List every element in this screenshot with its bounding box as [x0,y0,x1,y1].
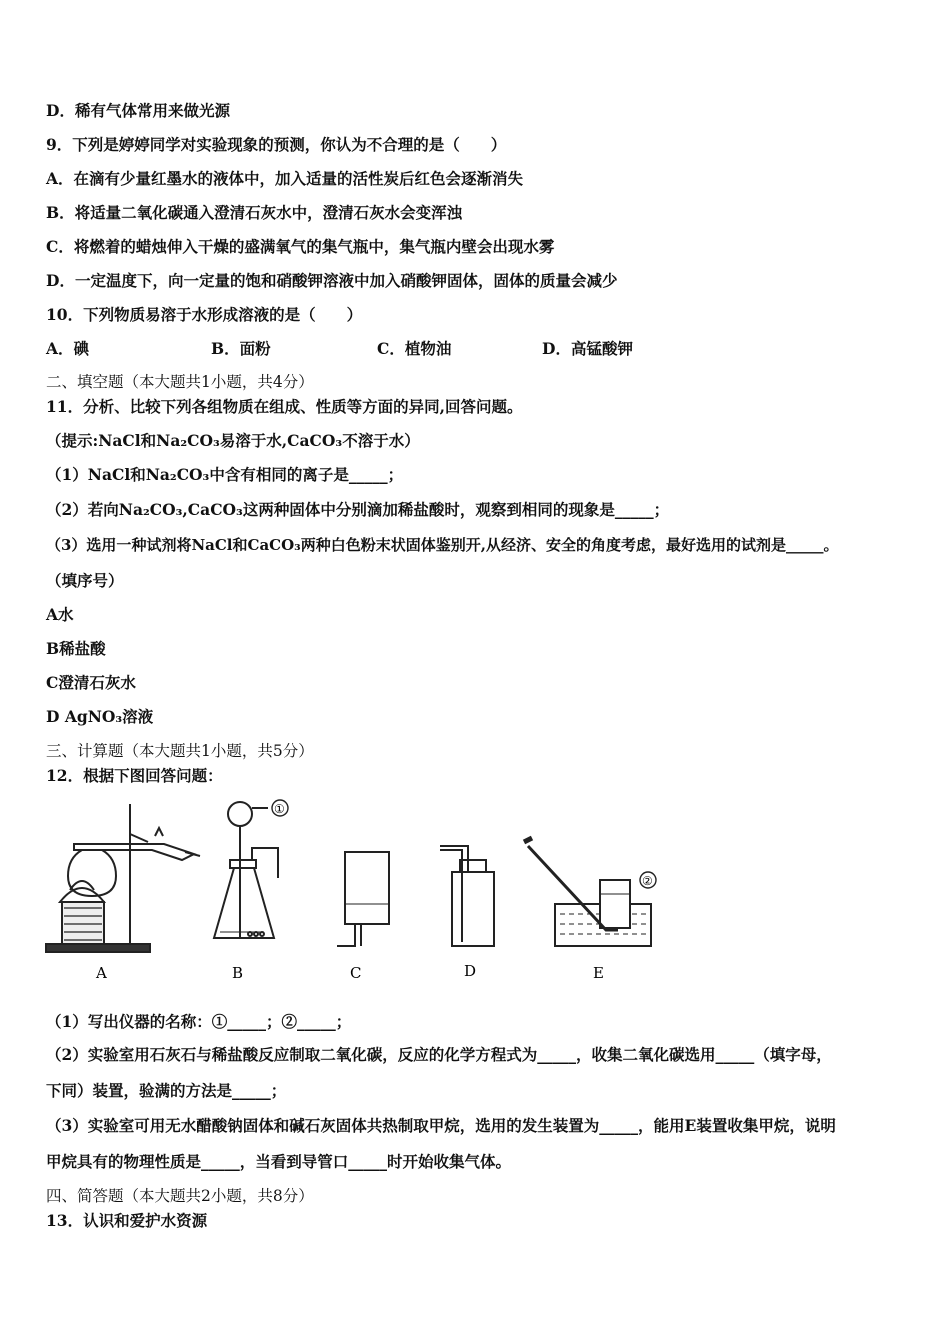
apparatus-a [46,804,200,952]
q11-fill-note: （填序号） [46,571,124,590]
q10-option-a: A．碘 [46,339,90,358]
apparatus-d [440,846,494,946]
marker-2: ② [642,874,653,888]
marker-1: ① [274,802,285,816]
q9-option-d: D．一定温度下，向一定量的饱和硝酸钾溶液中加入硝酸钾固体，固体的质量会减少 [46,271,618,290]
q11-choice-a: A水 [46,605,74,624]
section-4-heading: 四、简答题（本大题共2小题，共8分） [46,1187,314,1205]
label-a: A [96,964,107,982]
q12-part-3-line-2: 甲烷具有的物理性质是_____，当看到导管口_____时开始收集气体。 [46,1152,512,1171]
q10-option-b: B．面粉 [211,339,271,358]
label-d: D [464,962,477,980]
q11-part-2: （2）若向Na₂CO₃,CaCO₃这两种固体中分别滴加稀盐酸时，观察到相同的现象是_____； [46,500,670,519]
q11-stem: 11．分析、比较下列各组物质在组成、性质等方面的异同,回答问题。 [46,397,523,416]
q12-part-1: （1）写出仪器的名称：①_____；②_____； [46,1012,352,1031]
q12-part-3-line-1: （3）实验室可用无水醋酸钠固体和碱石灰固体共热制取甲烷，选用的发生装置为_____，能用E装置收集甲烷，说明 [46,1116,836,1135]
q11-choice-d: D AgNO₃溶液 [46,707,154,726]
label-e: E [593,964,604,982]
section-3-heading: 三、计算题（本大题共1小题，共5分） [46,742,314,760]
apparatus-e [524,838,656,946]
q9-option-c: C．将燃着的蜡烛伸入干燥的盛满氧气的集气瓶中，集气瓶内壁会出现水雾 [46,237,555,256]
q10-stem: 10．下列物质易溶于水形成溶液的是（ ） [46,305,363,324]
q9-option-b: B．将适量二氧化碳通入澄清石灰水中，澄清石灰水会变浑浊 [46,203,463,222]
q9-stem: 9．下列是婷婷同学对实验现象的预测，你认为不合理的是（ ） [46,135,507,154]
q12-part-2-line-1: （2）实验室用石灰石与稀盐酸反应制取二氧化碳，反应的化学方程式为_____，收集二氧化碳选用_____（填字母， [46,1045,832,1064]
q13-stem: 13．认识和爱护水资源 [46,1211,208,1230]
q8-option-d: D．稀有气体常用来做光源 [46,101,230,120]
q10-option-d: D．高锰酸钾 [542,339,633,358]
q11-hint: （提示:NaCl和Na₂CO₃易溶于水,CaCO₃不溶于水） [46,431,420,450]
q11-choice-b: B稀盐酸 [46,639,106,658]
apparatus-figure [40,794,720,994]
section-2-heading: 二、填空题（本大题共1小题，共4分） [46,373,314,391]
q9-option-a: A．在滴有少量红墨水的液体中，加入适量的活性炭后红色会逐渐消失 [46,169,524,188]
label-c: C [350,964,362,982]
label-b: B [232,964,244,982]
apparatus-b [214,800,288,939]
q12-part-2-line-2: 下同）装置，验满的方法是_____； [46,1081,287,1100]
q11-part-3: （3）选用一种试剂将NaCl和CaCO₃两种白色粉末状固体鉴别开,从经济、安全的角度考虑，最好选用的试剂是_____。 [46,536,839,554]
q11-choice-c: C澄清石灰水 [46,673,136,692]
q11-part-1: （1）NaCl和Na₂CO₃中含有相同的离子是_____； [46,465,404,484]
q10-option-c: C．植物油 [377,339,452,358]
apparatus-c [337,852,389,946]
q12-stem: 12．根据下图回答问题： [46,766,223,785]
